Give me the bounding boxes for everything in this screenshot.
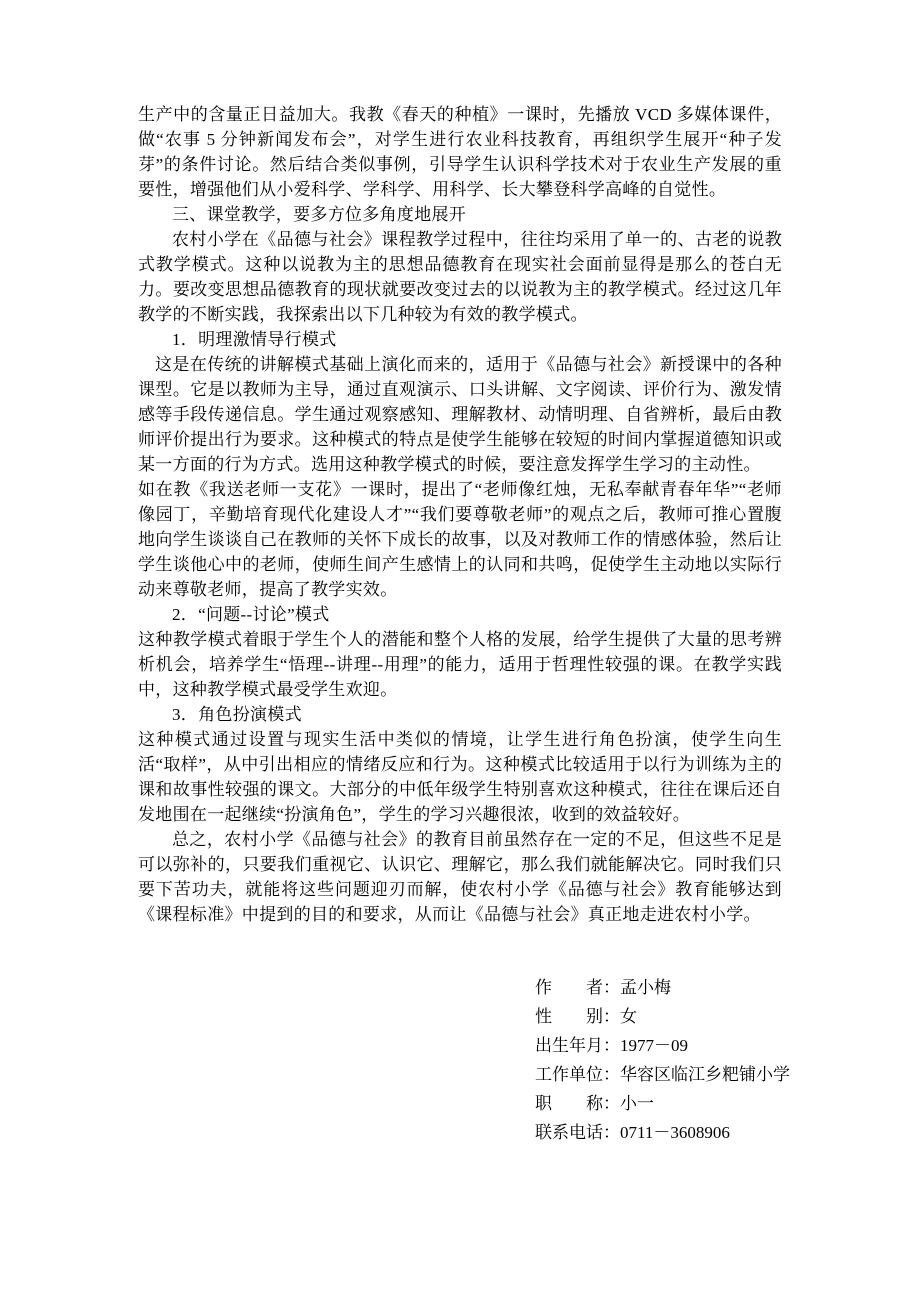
subsection-heading-2: 2．“问题--讨论”模式 [172,605,330,624]
author-title-line: 职 称：小一 [535,1094,654,1113]
paragraph-continuation: 生产中的含量正日益加大。我教《春天的种植》一课时，先播放 VCD 多媒体课件，做“农事 5 分钟新闻发布会”，对学生进行农业科技教育，再组织学生展开“种子发芽”的条件讨论。然后结合类似事例，引导学生认识科学技术对于农业生产发展的重要性，增强他们从小爱科学、学科学、用科学、长大攀登科学高峰的自觉性。 [138,105,782,199]
paragraph: 农村小学在《品德与社会》课程教学过程中，往往均采用了单一的、古老的说教式教学模式。这种以说教为主的思想品德教育在现实社会面前显得是那么的苍白无力。要改变思想品德教育的现状就要改变过去的以说教为主的教学模式。经过这几年教学的不断实践，我探索出以下几种较为有效的教学模式。 [138,230,782,324]
paragraph: 这种模式通过设置与现实生活中类似的情境，让学生进行角色扮演，使学生向生活“取样”，从中引出相应的情绪反应和行为。这种模式比较适用于以行为训练为主的课和故事性较强的课文。大部分的中低年级学生特别喜欢这种模式，往往在课后还自发地围在一起继续“扮演角色”，学生的学习兴趣很浓，收到的效益较好。 [138,730,782,824]
author-phone-line: 联系电话：0711－3608906 [535,1123,730,1142]
document-body [138,102,782,927]
author-birthdate-line: 出生年月：1977－09 [535,1036,688,1055]
paragraph: 如在教《我送老师一支花》一课时，提出了“老师像红烛，无私奉献青春年华”“老师像园丁，辛勤培育现代化建设人才”“我们要尊敬老师”的观点之后，教师可推心置腹地向学生谈谈自己在教师的关怀下成长的故事，以及对教师工作的情感体验，然后让学生谈他心中的老师，使师生间产生感情上的认同和共鸣，促使学生主动地以实际行动来尊敬老师，提高了教学实效。 [138,480,782,599]
subsection-heading-1: 1．明理激情导行模式 [172,330,337,349]
paragraph-conclusion: 总之，农村小学《品德与社会》的教育目前虽然存在一定的不足，但这些不足是可以弥补的，只要我们重视它、认识它、理解它，那么我们就能解决它。同时我们只要下苦功夫，就能将这些问题迎刃而解，使农村小学《品德与社会》教育能够达到《课程标准》中提到的目的和要求，从而让《品德与社会》真正地走进农村小学。 [138,830,782,924]
subsection-heading-3: 3．角色扮演模式 [172,705,302,724]
paragraph: 这种教学模式着眼于学生个人的潜能和整个人格的发展，给学生提供了大量的思考辨析机会，培养学生“悟理--讲理--用理”的能力，适用于哲理性较强的课。在教学实践中，这种教学模式最受学生欢迎。 [138,630,782,699]
author-workplace-line: 工作单位：华容区临江乡粑铺小学 [535,1065,790,1084]
author-info-block [535,973,790,1147]
author-name-line: 作 者：孟小梅 [535,978,671,997]
author-gender-line: 性 别：女 [535,1007,637,1026]
section-heading-3: 三、课堂教学，要多方位多角度地展开 [172,205,467,224]
paragraph: 这是在传统的讲解模式基础上演化而来的，适用于《品德与社会》新授课中的各种课型。它是以教师为主导，通过直观演示、口头讲解、文字阅读、评价行为、激发情感等手段传递信息。学生通过观察感知、理解教材、动情明理、自省辨析，最后由教师评价提出行为要求。这种模式的特点是使学生能够在较短的时间内掌握道德知识或某一方面的行为方式。选用这种教学模式的时候，要注意发挥学生学习的主动性。 [138,355,782,474]
